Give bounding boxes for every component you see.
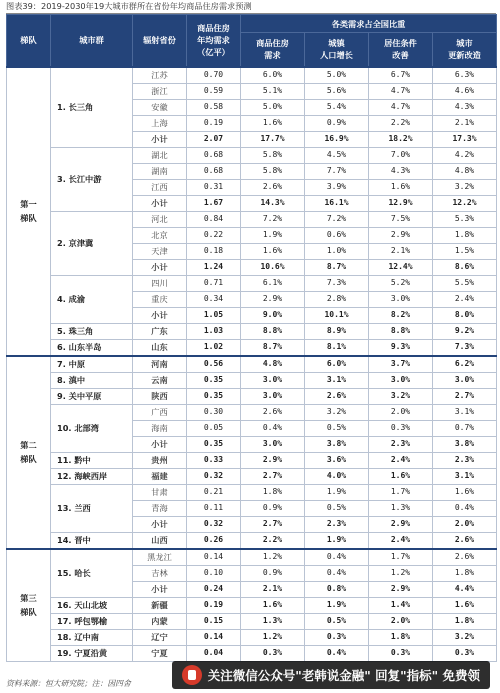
living-improvement-cell: 2.2% (369, 115, 433, 131)
annual-demand-cell: 0.11 (187, 500, 241, 516)
province-cell: 吉林 (133, 565, 187, 581)
urban-renewal-cell: 9.2% (433, 323, 497, 339)
urban-pop-growth-cell: 7.2% (305, 211, 369, 227)
province-cell: 云南 (133, 372, 187, 388)
urban-renewal-cell: 6.2% (433, 356, 497, 373)
table-row (7, 468, 497, 484)
housing-demand-share-cell: 1.6% (241, 243, 305, 259)
province-cell: 山西 (133, 532, 187, 549)
province-cell: 福建 (133, 468, 187, 484)
province-cell: 北京 (133, 227, 187, 243)
urban-pop-growth-cell: 8.7% (305, 259, 369, 275)
city-cluster-cell: 12. 海峡西岸 (51, 468, 133, 484)
urban-pop-growth-cell: 16.1% (305, 195, 369, 211)
living-improvement-cell: 12.9% (369, 195, 433, 211)
housing-demand-share-cell: 5.1% (241, 83, 305, 99)
header-urban-pop-growth-line2: 人口增长 (320, 50, 353, 61)
province-cell: 小计 (133, 581, 187, 597)
urban-renewal-cell: 1.5% (433, 243, 497, 259)
living-improvement-cell: 2.4% (369, 452, 433, 468)
urban-renewal-cell: 8.6% (433, 259, 497, 275)
city-cluster-cell: 7. 中原 (51, 356, 133, 373)
header-province: 辐射省份 (133, 15, 187, 67)
header-city: 城市群 (51, 15, 133, 67)
annual-demand-cell: 0.22 (187, 227, 241, 243)
table-row (7, 388, 497, 404)
urban-renewal-cell: 8.0% (433, 307, 497, 323)
living-improvement-cell: 1.6% (369, 468, 433, 484)
urban-renewal-cell: 3.0% (433, 372, 497, 388)
living-improvement-cell: 0.3% (369, 645, 433, 661)
urban-pop-growth-cell: 3.1% (305, 372, 369, 388)
table-row (7, 613, 497, 629)
province-cell: 广西 (133, 404, 187, 420)
province-cell: 天津 (133, 243, 187, 259)
annual-demand-cell: 0.35 (187, 372, 241, 388)
urban-renewal-cell: 2.6% (433, 532, 497, 549)
urban-renewal-cell: 2.6% (433, 549, 497, 566)
annual-demand-cell: 0.26 (187, 532, 241, 549)
urban-renewal-cell: 12.2% (433, 195, 497, 211)
urban-renewal-cell: 2.1% (433, 115, 497, 131)
urban-pop-growth-cell: 8.1% (305, 339, 369, 356)
urban-pop-growth-cell: 4.5% (305, 147, 369, 163)
city-cluster-cell: 13. 兰西 (51, 484, 133, 532)
housing-demand-share-cell: 2.1% (241, 581, 305, 597)
province-cell: 小计 (133, 516, 187, 532)
living-improvement-cell: 3.7% (369, 356, 433, 373)
urban-renewal-cell: 7.3% (433, 339, 497, 356)
living-improvement-cell: 3.2% (369, 388, 433, 404)
urban-pop-growth-cell: 3.2% (305, 404, 369, 420)
table-row (7, 629, 497, 645)
housing-demand-share-cell: 8.8% (241, 323, 305, 339)
table-header (7, 15, 497, 67)
urban-pop-growth-cell: 2.8% (305, 291, 369, 307)
annual-demand-cell: 0.33 (187, 452, 241, 468)
living-improvement-cell: 8.2% (369, 307, 433, 323)
province-cell: 海南 (133, 420, 187, 436)
urban-renewal-cell: 3.1% (433, 404, 497, 420)
city-cluster-cell: 19. 宁夏沿黄 (51, 645, 133, 661)
tier-cell (7, 549, 51, 662)
province-cell: 河南 (133, 356, 187, 373)
table-row (7, 484, 497, 500)
urban-renewal-cell: 1.8% (433, 227, 497, 243)
urban-renewal-cell: 0.7% (433, 420, 497, 436)
urban-renewal-cell: 1.6% (433, 597, 497, 613)
housing-demand-share-cell: 2.2% (241, 532, 305, 549)
housing-demand-share-cell: 7.2% (241, 211, 305, 227)
province-cell: 黑龙江 (133, 549, 187, 566)
annual-demand-cell: 1.02 (187, 339, 241, 356)
urban-renewal-cell: 17.3% (433, 131, 497, 147)
tier-label-line1: 第一 (20, 199, 37, 209)
province-cell: 江西 (133, 179, 187, 195)
urban-renewal-cell: 3.2% (433, 629, 497, 645)
living-improvement-cell: 18.2% (369, 131, 433, 147)
housing-demand-share-cell: 8.7% (241, 339, 305, 356)
header-annual-demand-line2: 年均需求 (197, 35, 230, 46)
annual-demand-cell: 0.71 (187, 275, 241, 291)
living-improvement-cell: 7.5% (369, 211, 433, 227)
urban-pop-growth-cell: 0.5% (305, 420, 369, 436)
living-improvement-cell: 8.8% (369, 323, 433, 339)
housing-demand-share-cell: 1.9% (241, 227, 305, 243)
urban-renewal-cell: 4.3% (433, 99, 497, 115)
table-row (7, 211, 497, 227)
annual-demand-cell: 0.58 (187, 99, 241, 115)
tier-label-line2: 梯队 (20, 454, 37, 464)
urban-renewal-cell: 5.3% (433, 211, 497, 227)
province-cell: 山东 (133, 339, 187, 356)
housing-demand-share-cell: 10.6% (241, 259, 305, 275)
annual-demand-cell: 0.32 (187, 516, 241, 532)
city-cluster-cell: 5. 珠三角 (51, 323, 133, 339)
housing-demand-share-cell: 1.6% (241, 115, 305, 131)
living-improvement-cell: 2.0% (369, 404, 433, 420)
living-improvement-cell: 1.7% (369, 549, 433, 566)
housing-demand-share-cell: 14.3% (241, 195, 305, 211)
housing-demand-share-cell: 0.3% (241, 645, 305, 661)
living-improvement-cell: 9.3% (369, 339, 433, 356)
figure-caption: 图表39：2019-2030年19大城市群所在省份年均商品住房需求预测 (6, 0, 496, 14)
header-housing-demand (241, 33, 305, 67)
city-cluster-cell: 9. 关中平原 (51, 388, 133, 404)
demand-table (6, 14, 497, 662)
urban-pop-growth-cell: 1.9% (305, 597, 369, 613)
province-cell: 江苏 (133, 67, 187, 84)
annual-demand-cell: 0.68 (187, 163, 241, 179)
annual-demand-cell: 0.56 (187, 356, 241, 373)
header-share-group: 各类需求占全国比重 (241, 15, 497, 33)
housing-demand-share-cell: 6.0% (241, 67, 305, 84)
province-cell: 小计 (133, 436, 187, 452)
province-cell: 浙江 (133, 83, 187, 99)
city-cluster-cell: 17. 呼包鄂榆 (51, 613, 133, 629)
urban-renewal-cell: 4.8% (433, 163, 497, 179)
province-cell: 新疆 (133, 597, 187, 613)
header-annual-demand-line1: 商品住房 (197, 23, 230, 34)
province-cell: 小计 (133, 307, 187, 323)
living-improvement-cell: 1.7% (369, 484, 433, 500)
living-improvement-cell: 2.4% (369, 532, 433, 549)
living-improvement-cell: 2.9% (369, 227, 433, 243)
annual-demand-cell: 0.18 (187, 243, 241, 259)
tier-label-line1: 第二 (20, 440, 37, 450)
header-housing-demand-line1: 商品住房 (256, 38, 289, 49)
table-row (7, 275, 497, 291)
annual-demand-cell: 0.35 (187, 436, 241, 452)
annual-demand-cell: 0.30 (187, 404, 241, 420)
header-tier: 梯队 (7, 15, 51, 67)
header-housing-demand-line2: 需求 (264, 50, 281, 61)
urban-pop-growth-cell: 0.8% (305, 581, 369, 597)
living-improvement-cell: 4.7% (369, 83, 433, 99)
living-improvement-cell: 1.8% (369, 629, 433, 645)
city-cluster-cell: 18. 辽中南 (51, 629, 133, 645)
urban-pop-growth-cell: 0.5% (305, 613, 369, 629)
province-cell: 青海 (133, 500, 187, 516)
table-row (7, 67, 497, 84)
urban-pop-growth-cell: 1.9% (305, 532, 369, 549)
housing-demand-share-cell: 2.7% (241, 468, 305, 484)
housing-demand-share-cell: 2.9% (241, 291, 305, 307)
annual-demand-cell: 0.15 (187, 613, 241, 629)
header-urban-renewal-line1: 城市 (456, 38, 473, 49)
annual-demand-cell: 0.21 (187, 484, 241, 500)
tier-label-line1: 第三 (20, 593, 37, 603)
living-improvement-cell: 1.3% (369, 500, 433, 516)
urban-pop-growth-cell: 5.4% (305, 99, 369, 115)
urban-pop-growth-cell: 6.0% (305, 356, 369, 373)
living-improvement-cell: 5.2% (369, 275, 433, 291)
tier-label-line2: 梯队 (20, 607, 37, 617)
housing-demand-share-cell: 17.7% (241, 131, 305, 147)
table-row (7, 597, 497, 613)
header-living-improvement-line1: 居住条件 (384, 38, 417, 49)
urban-renewal-cell: 2.3% (433, 452, 497, 468)
urban-pop-growth-cell: 3.9% (305, 179, 369, 195)
province-cell: 湖南 (133, 163, 187, 179)
urban-pop-growth-cell: 0.6% (305, 227, 369, 243)
housing-demand-share-cell: 1.2% (241, 629, 305, 645)
urban-pop-growth-cell: 1.0% (305, 243, 369, 259)
table-row (7, 645, 497, 661)
urban-pop-growth-cell: 0.5% (305, 500, 369, 516)
living-improvement-cell: 0.3% (369, 420, 433, 436)
province-cell: 湖北 (133, 147, 187, 163)
housing-demand-share-cell: 9.0% (241, 307, 305, 323)
city-cluster-cell: 4. 成渝 (51, 275, 133, 323)
housing-demand-share-cell: 5.8% (241, 147, 305, 163)
header-urban-renewal (433, 33, 497, 67)
housing-demand-share-cell: 6.1% (241, 275, 305, 291)
urban-renewal-cell: 3.2% (433, 179, 497, 195)
header-urban-pop-growth-line1: 城镇 (328, 38, 345, 49)
province-cell: 甘肃 (133, 484, 187, 500)
housing-demand-share-cell: 2.7% (241, 516, 305, 532)
urban-pop-growth-cell: 2.6% (305, 388, 369, 404)
annual-demand-cell: 2.07 (187, 131, 241, 147)
urban-renewal-cell: 2.7% (433, 388, 497, 404)
table-row (7, 372, 497, 388)
urban-renewal-cell: 3.1% (433, 468, 497, 484)
province-cell: 贵州 (133, 452, 187, 468)
housing-demand-share-cell: 2.6% (241, 179, 305, 195)
annual-demand-cell: 0.68 (187, 147, 241, 163)
city-cluster-cell: 10. 北部湾 (51, 404, 133, 452)
table-row (7, 356, 497, 373)
living-improvement-cell: 2.9% (369, 516, 433, 532)
annual-demand-cell: 1.05 (187, 307, 241, 323)
header-living-improvement (369, 33, 433, 67)
urban-pop-growth-cell: 5.0% (305, 67, 369, 84)
living-improvement-cell: 4.7% (369, 99, 433, 115)
living-improvement-cell: 6.7% (369, 67, 433, 84)
urban-renewal-cell: 4.6% (433, 83, 497, 99)
province-cell: 广东 (133, 323, 187, 339)
header-annual-demand (187, 15, 241, 67)
urban-pop-growth-cell: 16.9% (305, 131, 369, 147)
province-cell: 安徽 (133, 99, 187, 115)
annual-demand-cell: 0.14 (187, 549, 241, 566)
urban-renewal-cell: 1.6% (433, 484, 497, 500)
living-improvement-cell: 7.0% (369, 147, 433, 163)
urban-pop-growth-cell: 0.4% (305, 645, 369, 661)
watermark-banner (172, 661, 490, 689)
living-improvement-cell: 1.6% (369, 179, 433, 195)
urban-pop-growth-cell: 0.4% (305, 565, 369, 581)
table-row (7, 404, 497, 420)
living-improvement-cell: 1.4% (369, 597, 433, 613)
urban-renewal-cell: 4.4% (433, 581, 497, 597)
city-cluster-cell: 1. 长三角 (51, 67, 133, 148)
annual-demand-cell: 0.04 (187, 645, 241, 661)
housing-demand-share-cell: 2.6% (241, 404, 305, 420)
urban-pop-growth-cell: 2.3% (305, 516, 369, 532)
living-improvement-cell: 3.0% (369, 372, 433, 388)
urban-pop-growth-cell: 10.1% (305, 307, 369, 323)
housing-demand-share-cell: 0.9% (241, 500, 305, 516)
province-cell: 重庆 (133, 291, 187, 307)
province-cell: 陕西 (133, 388, 187, 404)
urban-pop-growth-cell: 7.3% (305, 275, 369, 291)
urban-renewal-cell: 2.4% (433, 291, 497, 307)
urban-renewal-cell: 1.8% (433, 565, 497, 581)
housing-demand-share-cell: 2.9% (241, 452, 305, 468)
living-improvement-cell: 2.0% (369, 613, 433, 629)
city-cluster-cell: 15. 哈长 (51, 549, 133, 598)
housing-demand-share-cell: 1.3% (241, 613, 305, 629)
annual-demand-cell: 0.19 (187, 115, 241, 131)
annual-demand-cell: 0.14 (187, 629, 241, 645)
annual-demand-cell: 0.19 (187, 597, 241, 613)
watermark-text: 关注微信公众号"老韩说金融" 回复"指标" 免费领 (207, 668, 480, 683)
annual-demand-cell: 0.70 (187, 67, 241, 84)
table-row (7, 323, 497, 339)
urban-renewal-cell: 0.3% (433, 645, 497, 661)
urban-renewal-cell: 1.8% (433, 613, 497, 629)
urban-pop-growth-cell: 3.6% (305, 452, 369, 468)
urban-renewal-cell: 4.2% (433, 147, 497, 163)
annual-demand-cell: 0.32 (187, 468, 241, 484)
living-improvement-cell: 2.9% (369, 581, 433, 597)
city-cluster-cell: 6. 山东半岛 (51, 339, 133, 356)
city-cluster-cell: 16. 天山北坡 (51, 597, 133, 613)
annual-demand-cell: 0.35 (187, 388, 241, 404)
urban-renewal-cell: 2.0% (433, 516, 497, 532)
living-improvement-cell: 12.4% (369, 259, 433, 275)
housing-demand-share-cell: 0.4% (241, 420, 305, 436)
urban-renewal-cell: 0.4% (433, 500, 497, 516)
province-cell: 小计 (133, 195, 187, 211)
table-row (7, 147, 497, 163)
annual-demand-cell: 0.05 (187, 420, 241, 436)
urban-pop-growth-cell: 5.6% (305, 83, 369, 99)
header-living-improvement-line2: 改善 (392, 50, 409, 61)
tier-label-line2: 梯队 (20, 213, 37, 223)
table-row (7, 339, 497, 356)
annual-demand-cell: 0.24 (187, 581, 241, 597)
housing-demand-share-cell: 3.0% (241, 388, 305, 404)
housing-demand-share-cell: 3.0% (241, 436, 305, 452)
housing-demand-share-cell: 1.8% (241, 484, 305, 500)
city-cluster-cell: 8. 滇中 (51, 372, 133, 388)
city-cluster-cell: 2. 京津冀 (51, 211, 133, 275)
urban-pop-growth-cell: 0.9% (305, 115, 369, 131)
housing-demand-share-cell: 1.2% (241, 549, 305, 566)
urban-renewal-cell: 5.5% (433, 275, 497, 291)
table-row (7, 549, 497, 566)
province-cell: 上海 (133, 115, 187, 131)
annual-demand-cell: 0.10 (187, 565, 241, 581)
urban-pop-growth-cell: 4.0% (305, 468, 369, 484)
living-improvement-cell: 3.0% (369, 291, 433, 307)
province-cell: 小计 (133, 259, 187, 275)
province-cell: 内蒙 (133, 613, 187, 629)
housing-demand-share-cell: 3.0% (241, 372, 305, 388)
header-urban-pop-growth (305, 33, 369, 67)
table-row (7, 452, 497, 468)
wechat-logo-icon (182, 665, 202, 685)
annual-demand-cell: 0.31 (187, 179, 241, 195)
province-cell: 小计 (133, 131, 187, 147)
housing-demand-share-cell: 4.8% (241, 356, 305, 373)
table-row (7, 532, 497, 549)
living-improvement-cell: 4.3% (369, 163, 433, 179)
tier-cell (7, 67, 51, 356)
housing-demand-share-cell: 0.9% (241, 565, 305, 581)
living-improvement-cell: 1.2% (369, 565, 433, 581)
living-improvement-cell: 2.3% (369, 436, 433, 452)
province-cell: 四川 (133, 275, 187, 291)
annual-demand-cell: 1.24 (187, 259, 241, 275)
annual-demand-cell: 1.03 (187, 323, 241, 339)
urban-pop-growth-cell: 1.9% (305, 484, 369, 500)
urban-renewal-cell: 3.8% (433, 436, 497, 452)
housing-demand-share-cell: 5.0% (241, 99, 305, 115)
annual-demand-cell: 0.59 (187, 83, 241, 99)
table-body (7, 67, 497, 662)
housing-demand-share-cell: 1.6% (241, 597, 305, 613)
province-cell: 河北 (133, 211, 187, 227)
header-annual-demand-line3: （亿平） (197, 47, 230, 58)
header-urban-renewal-line2: 更新改造 (448, 50, 481, 61)
urban-renewal-cell: 6.3% (433, 67, 497, 84)
source-note: 资料来源：恒大研究院；注：因四舍 (6, 679, 131, 688)
city-cluster-cell: 11. 黔中 (51, 452, 133, 468)
annual-demand-cell: 0.84 (187, 211, 241, 227)
housing-demand-share-cell: 5.8% (241, 163, 305, 179)
province-cell: 宁夏 (133, 645, 187, 661)
tier-cell (7, 356, 51, 549)
living-improvement-cell: 2.1% (369, 243, 433, 259)
city-cluster-cell: 14. 晋中 (51, 532, 133, 549)
urban-pop-growth-cell: 3.8% (305, 436, 369, 452)
urban-pop-growth-cell: 8.9% (305, 323, 369, 339)
province-cell: 辽宁 (133, 629, 187, 645)
urban-pop-growth-cell: 0.3% (305, 629, 369, 645)
city-cluster-cell: 3. 长江中游 (51, 147, 133, 211)
urban-pop-growth-cell: 7.7% (305, 163, 369, 179)
annual-demand-cell: 1.67 (187, 195, 241, 211)
annual-demand-cell: 0.34 (187, 291, 241, 307)
urban-pop-growth-cell: 0.4% (305, 549, 369, 566)
